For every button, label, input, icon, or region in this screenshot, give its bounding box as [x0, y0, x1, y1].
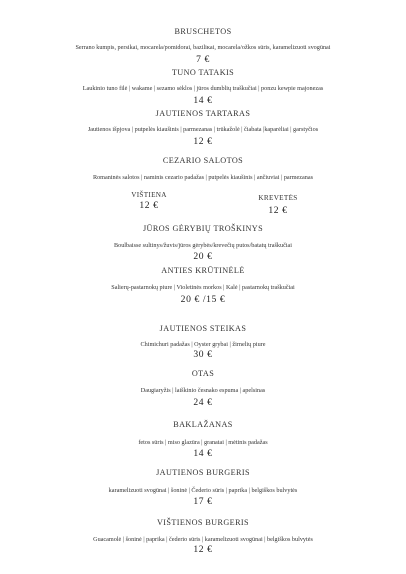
section-desc-jautienos-burgeris: karamelizuoti svogūnai | šoninė | Čederio sūris | paprika | belgiškos bulvytės	[108, 487, 298, 494]
option-price-krevetes: 12 €	[268, 205, 288, 216]
section-title-juros-gerybiu-troskinys: JŪROS GĖRYBIŲ TROŠKINYS	[142, 224, 264, 233]
option-label-krevetes: KREVETĖS	[258, 194, 298, 202]
section-desc-otas: Daugiaryžis | laiškinio česnako espuma | apelsinas	[140, 387, 266, 394]
section-title-jautienos-tartaras: JAUTIENOS TARTARAS	[155, 109, 251, 118]
section-price-vistienos-burgeris: 12 €	[193, 544, 213, 555]
section-desc-bruschetos: Serrano kumpis, persikai, mocarela/pomidorai, baziliкai, mocarela/ožkos sūris, karamelizuoti svogūnai	[75, 44, 331, 51]
section-price-bruschetos: 7 €	[196, 54, 210, 65]
section-price-tuno-tatakis: 14 €	[193, 95, 213, 106]
section-price-jautienos-steikas: 30 €	[193, 349, 213, 360]
section-title-otas: OTAS	[191, 369, 215, 378]
section-title-cezario-salotos: CEZARIO SALOTOS	[162, 156, 244, 165]
section-desc-juros-gerybiu-troskinys: Boulbaisse sultinys/žuvis/jūros gėrybės/krevečių putos/batatų traškučiai	[113, 242, 293, 249]
section-title-tuno-tatakis: TUNO TATAKIS	[171, 68, 235, 77]
section-desc-cezario-salotos: Romaninės salotos | naminis cezario padažas | putpelės kiaušinis | ančiuviai | parmezanas	[92, 174, 314, 181]
section-price-jautienos-tartaras: 12 €	[193, 136, 213, 147]
section-desc-jautienos-steikas: Chimichuri padažas | Oyster grybai | žirnelių piure	[140, 341, 266, 348]
option-label-vistiena: VIŠTIENA	[131, 191, 167, 199]
section-desc-tuno-tatakis: Laukinio tuno filė | wakame | sezamo sėklos | jūros dumblių traškučiai | ponzu kewpie majonezas	[82, 85, 324, 92]
section-desc-anties-krutinele: Salierų-pastarnokų piure | Violetinės morkos | Kalė | pastarnokų traškučiai	[111, 284, 295, 291]
section-title-jautienos-steikas: JAUTIENOS STEIKAS	[159, 324, 247, 333]
section-title-bruschetos: BRUSCHETOS	[174, 27, 232, 36]
section-desc-baklazanas: fetos sūris | miso glazūra | granatai | mėtinis padažas	[138, 439, 268, 446]
section-price-jautienos-burgeris: 17 €	[193, 496, 213, 507]
section-desc-jautienos-tartaras: Jautienos išpjova | putpelės kiaušinis | parmezanas | trūkažolė | čiabata |kaparėliai | garstyčios	[87, 126, 319, 133]
section-price-otas: 24 €	[193, 397, 213, 408]
section-title-baklazanas: BAKLAŽANAS	[173, 420, 233, 429]
section-title-jautienos-burgeris: JAUTIENOS BURGERIS	[156, 468, 250, 477]
option-price-vistiena: 12 €	[139, 200, 159, 211]
section-price-juros-gerybiu-troskinys: 20 €	[193, 251, 213, 262]
section-title-anties-krutinele: ANTIES KRŪTINĖLĖ	[161, 266, 245, 275]
section-price-anties-krutinele: 20 € /15 €	[180, 294, 226, 305]
section-title-vistienos-burgeris: VIŠTIENOS BURGERIS	[156, 518, 250, 527]
section-desc-vistienos-burgeris: Guacamolė | šoninė | paprika | čederio sūris | karamelizuoti svogūnai | belgiškos bulvytės	[93, 536, 313, 543]
section-price-baklazanas: 14 €	[193, 448, 213, 459]
